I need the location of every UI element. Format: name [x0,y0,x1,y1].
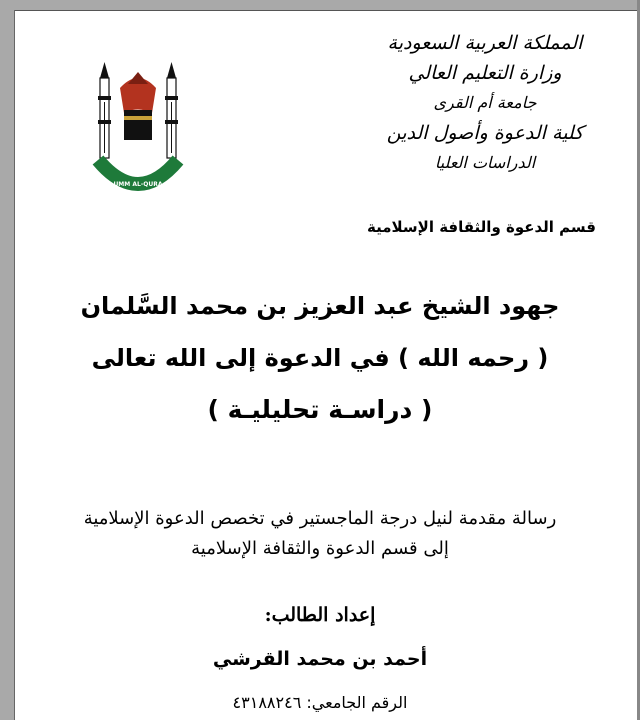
purpose-line-1: رسالة مقدمة لنيل درجة الماجستير في تخصص الدعوة الإسلامية [83,508,557,529]
header-university: جامعة أم القرى [433,93,537,112]
page-frame-top [0,0,640,10]
svg-text:UMM AL-QURA: UMM AL-QURA [113,181,163,188]
page-frame-top-line [0,10,640,11]
header-college: كلية الدعوة وأصول الدين [386,122,584,144]
title-line-1: جهود الشيخ عبد العزيز بن محمد السَّلمان [80,292,560,320]
university-emblem-icon [88,58,188,208]
header-ministry: وزارة التعليم العالي [408,62,562,84]
header-graduate-studies: الدراسات العليا [434,153,536,172]
author-name: أحمد بن محمد القرشي [212,648,428,670]
institution-header [370,28,600,178]
thesis-purpose [20,504,620,564]
purpose-line-2: إلى قسم الدعوة والثقافة الإسلامية [191,538,449,559]
title-line-2: ( رحمه الله ) في الدعوة إلى الله تعالى [91,344,549,372]
header-department: قسم الدعوة والثقافة الإسلامية [367,218,596,236]
thesis-title [0,290,640,446]
student-id: الرقم الجامعي: ٤٣١٨٨٢٤٦ [232,693,408,712]
prepared-by-label: إعداد الطالب: [264,604,376,626]
header-kingdom: المملكة العربية السعودية [387,32,583,54]
umm-al-qura-university-logo [88,58,188,208]
title-line-3: ( دراسـة تحليليـة ) [207,395,433,424]
